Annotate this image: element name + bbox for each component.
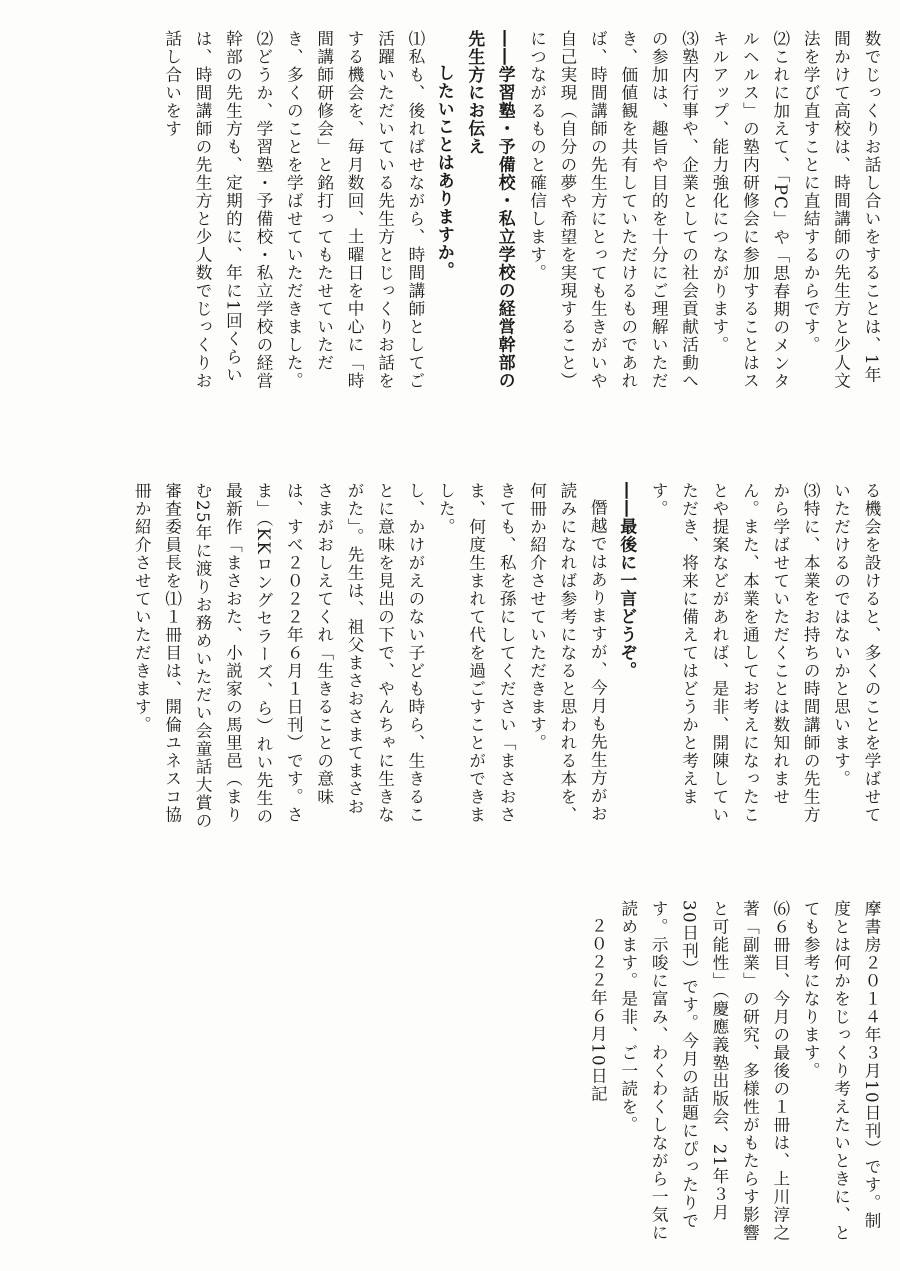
- paragraph-2: ⑵これに加えて、「PC」や「思春期のメンタルヘルス」の塾内研修会に参加することはスキルアップ、能力強化につながります。: [709, 30, 790, 391]
- paragraph-8: 僭越ではありますが、今月も先生方がお読みになれば参考になると思われる本を、何冊か紹介させていただきます。: [527, 482, 608, 824]
- paragraph-5: ⑵どうか、学習塾・予備校・私立学校の経営幹部の先生方も、定期的に、年に1回くらいは、時間講師の先生方と少人数でじっくりお話し合いをす: [162, 30, 273, 390]
- section-heading-line-2: したいことはありますか。: [435, 63, 456, 280]
- paragraph-3: ⑶塾内行事や、企業としての社会貢献活動への参加は、趣旨や目的を十分にご理解いただき、価値観を共有していただけるものであれば、時間講師の先生方にとっても生きがいや自己実現（自分の夢や希望を実現すること）につながるものと確信します。: [527, 30, 699, 390]
- paragraph-10: し、かけがえのない子ども時ら、生きることに意味を見出の下で、やんちゃに生きながた」。先生は、祖父まさおさまてまさおさまがおしえてくれ「生きることの意味は、すべ２０２２年６月１日刊）です。さま」（KKロングセラーズ、ら）れい先生の最新作「まさおた、小説家の馬里邑（まりむ25年に渡りお務めいただい会童話大賞の審査委員長を⑴１冊目は、開倫ユネスコ協冊か紹介させていただきます。: [132, 482, 425, 830]
- paragraph-4: ⑴私も、後ればせながら、時間講師としてご活躍いただいている先生方とじっくりお話をする機会を、毎月数回、土曜日を中心に「時間講師研修会」と銘打ってもたせていただき、多くのことを学ばせていただきました。: [284, 30, 425, 390]
- paragraph-12: ⑹６冊目、今月の最後の１冊は、上川淳之著「副業」の研究、多様性がもたらす影響と可能性」（慶應義塾出版会、21年３月30日刊）です。今月の話題にぴったりです。示唆に富み、わくわくしながら一気に読めます。是非、ご一読を。: [618, 900, 790, 1242]
- paragraph-1: 数でじっくりお話し合いをすることは、1年間かけて高校は、時間講師の先生方と少人文法を学び直すことに直結するからです。: [801, 30, 881, 390]
- paragraph-7: ⑶特に、本業をお持ちの時間講師の先生方から学ばせていただくことは数知れません。また、本業を通してお考えになったことや提案などがあれば、是非、開陳していただき、将来に備えてはどうかと考えます。: [649, 482, 821, 824]
- paragraph-11: 摩書房２０１４年３月10日刊）です。制度とは何かをじっくり考えたいときに、とても参考になります。: [801, 900, 881, 1242]
- section-heading-line-1: ――学習塾・予備校・私立学校の経営幹部の先生方にお伝え: [465, 30, 517, 390]
- lower-tier: [30, 900, 886, 1245]
- upper-tier: [30, 30, 886, 395]
- middle-tier: [30, 482, 886, 832]
- paragraph-9: きても、私を孫にしてください「まさおさま、何度生まれて代を過ごすことができました。: [436, 482, 517, 824]
- paragraph-6: る機会を設けると、多くのことを学ばせていただけるのではないかと思います。: [831, 482, 881, 824]
- date-signature: ２０２２年６月10日記: [588, 916, 608, 1103]
- section-heading-final: ――最後に一言どうぞ。: [617, 482, 638, 680]
